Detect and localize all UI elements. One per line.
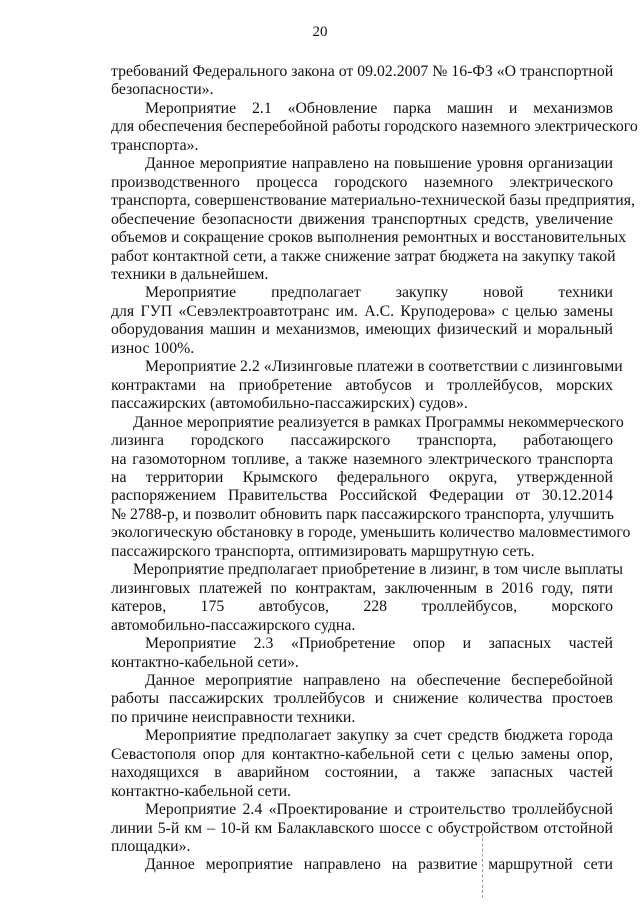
text-line: транспорта».: [111, 136, 199, 154]
text-line: на газомоторном топливе, а также наземного электрического транспорта: [111, 450, 613, 468]
text-line: работ контактной сети, а также снижение затрат бюджета на закупку такой: [111, 247, 616, 265]
text-line: требований Федерального закона от 09.02.2007 № 16-ФЗ «О транспортной: [111, 63, 614, 80]
text-line: контрактами на приобретение автобусов и троллейбусов, морских: [111, 376, 613, 394]
text-line: техники в дальнейшем.: [111, 265, 269, 283]
text-line: производственного процесса городского наземного электрического: [111, 173, 613, 191]
text-line: для обеспечения бесперебойной работы городского наземного электрического: [111, 118, 638, 136]
text-line: для ГУП «Севэлектроавтотранс им. А.С. Круподерова» с целью замены: [111, 302, 613, 320]
text-line: износ 100%.: [111, 339, 195, 357]
text-line: Севастополя опор для контактно-кабельной сети с целью замены опор,: [111, 745, 613, 763]
text-line: обеспечение безопасности движения транспортных средств, увеличение: [111, 210, 613, 228]
text-line: распоряжением Правительства Российской Федерации от 30.12.2014: [111, 487, 613, 505]
text-line: Мероприятие предполагает закупку новой техники: [145, 284, 613, 302]
text-line: Данное мероприятие реализуется в рамках Программы некоммерческого: [133, 413, 624, 431]
text-line: Данное мероприятие направлено на развитие маршрутной сети: [145, 856, 613, 874]
text-line: линии 5-й км – 10-й км Балаклавского шоссе с обустройством отстойной: [111, 819, 613, 837]
text-line: автомобильно-пассажирского судна.: [111, 616, 356, 634]
text-line: по причине неисправности техники.: [111, 708, 356, 726]
text-line: Мероприятие 2.2 «Лизинговые платежи в соответствии с лизинговыми: [145, 358, 623, 376]
text-line: пассажирских (автомобильно-пассажирских) судов».: [111, 395, 468, 413]
text-line: Мероприятие 2.4 «Проектирование и строительство троллейбусной: [145, 801, 613, 819]
text-line: транспорта, совершенствование материально-технической базы предприятия,: [111, 192, 635, 210]
page-number: 20: [312, 24, 328, 40]
text-line: № 2788-р, и позволит обновить парк пассажирского транспорта, улучшить: [111, 505, 614, 523]
scan-artifact-line: [482, 828, 483, 898]
text-line: Мероприятие предполагает закупку за счет средств бюджета города: [145, 727, 613, 745]
text-line: контактно-кабельной сети.: [111, 782, 291, 800]
text-line: на территории Крымского федерального округа, утвержденной: [111, 468, 613, 486]
text-line: экологическую обстановку в городе, уменьшить количество маловместимого: [111, 524, 631, 542]
text-line: лизинговых платежей по контрактам, заключенным в 2016 году, пяти: [111, 579, 613, 597]
body-text: [111, 63, 638, 875]
text-line: лизинга городского пассажирского транспорта, работающего: [111, 432, 613, 450]
text-line: безопасности».: [111, 81, 214, 99]
text-line: работы пассажирских троллейбусов и снижение количества простоев: [111, 690, 613, 708]
text-line: Данное мероприятие направлено на обеспечение бесперебойной: [145, 671, 613, 689]
text-line: Мероприятие 2.1 «Обновление парка машин и механизмов: [145, 99, 613, 117]
text-line: контактно-кабельной сети».: [111, 653, 299, 671]
text-line: находящихся в аварийном состоянии, а также запасных частей: [111, 764, 613, 782]
text-line: Данное мероприятие направлено на повышение уровня организации: [145, 155, 613, 173]
text-line: пассажирского транспорта, оптимизировать маршрутную сеть.: [111, 542, 535, 560]
text-line: объемов и сокращение сроков выполнения ремонтных и восстановительных: [111, 229, 627, 247]
text-line: катеров, 175 автобусов, 228 троллейбусов, морского: [111, 598, 613, 616]
text-line: оборудования машин и механизмов, имеющих физический и моральный: [111, 321, 613, 339]
text-line: площадки».: [111, 838, 191, 856]
text-line: Мероприятие 2.3 «Приобретение опор и запасных частей: [145, 635, 613, 653]
text-line: Мероприятие предполагает приобретение в лизинг, в том числе выплаты: [133, 561, 623, 579]
